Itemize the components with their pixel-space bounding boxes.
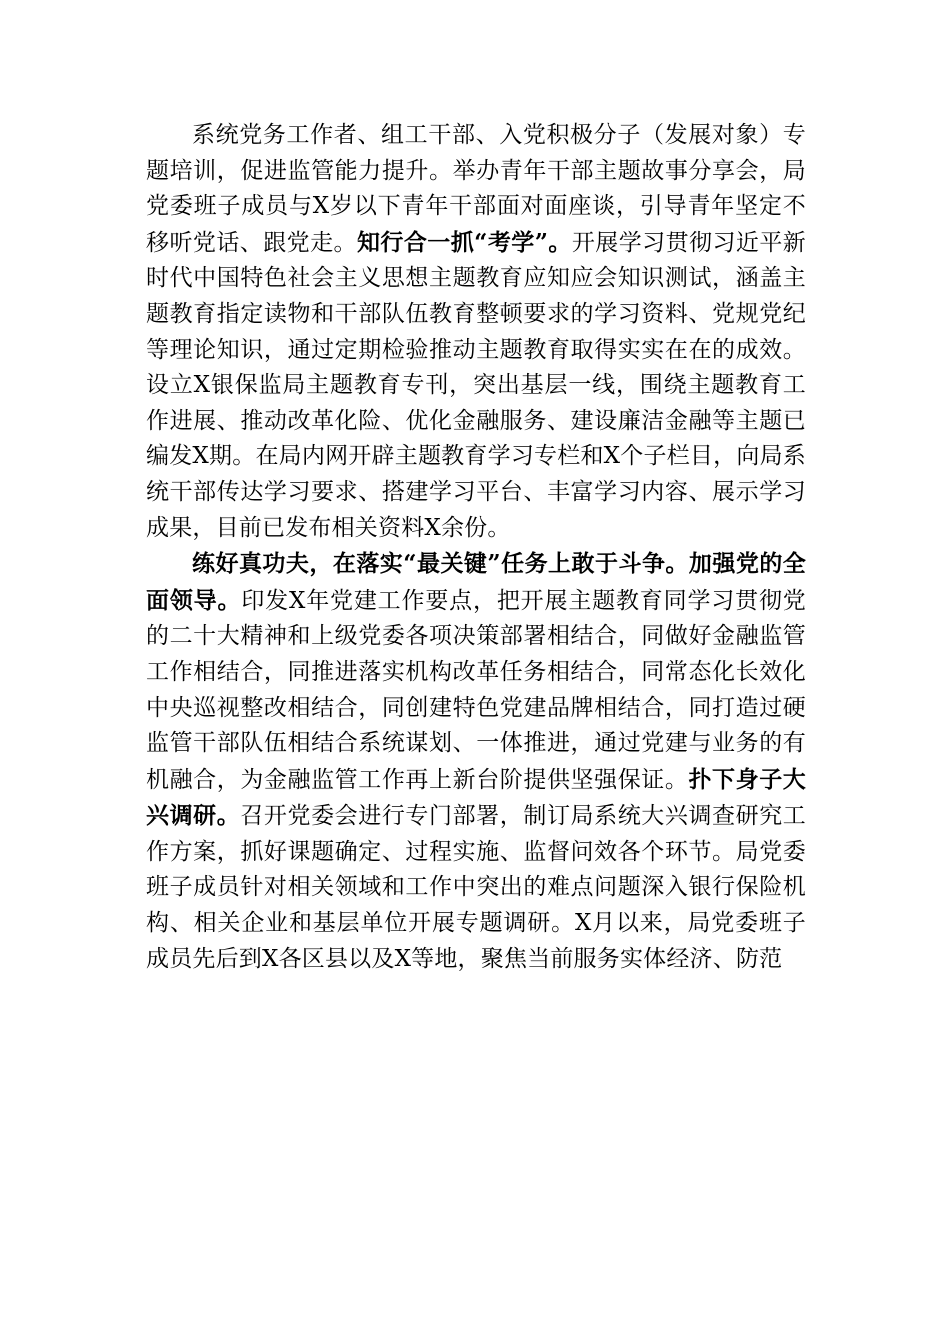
- document-body: [146, 118, 806, 977]
- paragraph-1: [146, 118, 806, 546]
- paragraph-2-text-2: 召开党委会进行专门部署，制订局系统大兴调查研究工作方案，抓好课题确定、过程实施、监督问效各个环节。局党委班子成员针对相关领域和工作中突出的难点问题深入银行保险机构、相关企业和基层单位开展专题调研。X月以来，局党委班子成员先后到X各区县以及X等地，聚焦当前服务实体经济、防范: [146, 803, 806, 972]
- paragraph-1-text-1: 系统党务工作者、组工干部、入党积极分子（发展对象）专题培训，促进监管能力提升。举办青年干部主题故事分享会，局党委班子成员与X岁以下青年干部面对面座谈，引导青年坚定不移听党话、跟党走。: [146, 122, 806, 256]
- paragraph-2: [146, 546, 806, 977]
- paragraph-2-heading-leadership: 练好真功夫，在落实“最关键”任务上敢于斗争。加强党的全面领导。: [146, 550, 806, 614]
- paragraph-2-text-1: 印发X年党建工作要点，把开展主题教育同学习贯彻党的二十大精神和上级党委各项决策部署相结合，同做好金融监管工作相结合，同推进落实机构改革任务相结合，同常态化长效化中央巡视整改相结合，同创建特色党建品牌相结合，同打造过硬监管干部队伍相结合系统谋划、一体推进，通过党建与业务的有机融合，为金融监管工作再上新台阶提供坚强保证。: [146, 587, 806, 793]
- paragraph-1-heading-kaoxue: 知行合一抓“考学”。: [356, 228, 572, 256]
- paragraph-2-heading-research: 扑下身子大兴调研。: [146, 765, 806, 830]
- paragraph-1-text-2: 开展学习贯彻习近平新时代中国特色社会主义思想主题教育应知应会知识测试，涵盖主题教育指定读物和干部队伍教育整顿要求的学习资料、党规党纪等理论知识，通过定期检验推动主题教育取得实实在在的成效。设立X银保监局主题教育专刊，突出基层一线，围绕主题教育工作进展、推动改革化险、优化金融服务、建设廉洁金融等主题已编发X期。在局内网开辟主题教育学习专栏和X个子栏目，向局系统干部传达学习要求、搭建学习平台、丰富学习内容、展示学习成果，目前已发布相关资料X余份。: [146, 229, 806, 541]
